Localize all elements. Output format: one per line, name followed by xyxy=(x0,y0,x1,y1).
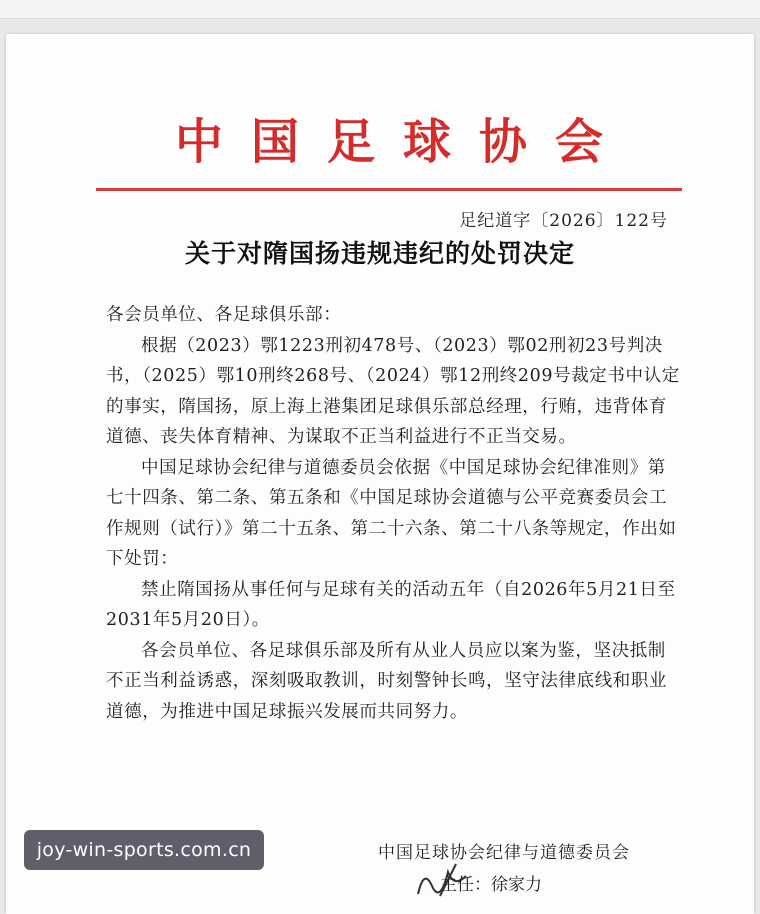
signing-committee: 中国足球协会纪律与道德委员会 xyxy=(378,843,630,863)
browser-top-bar xyxy=(0,0,760,19)
red-divider-line xyxy=(96,188,682,191)
org-name-header: 中国足球协会 xyxy=(174,114,631,170)
paragraph-warning: 各会员单位、各足球俱乐部及所有从业人员应以案为鉴，坚决抵制不正当利益诱惑，深刻吸取教训，时刻警钟长鸣，坚守法律底线和职业道德，为推进中国足球振兴发展而共同努力。 xyxy=(106,640,668,722)
committee-chair: 主任：徐家力 xyxy=(440,875,542,895)
site-watermark: joy-win-sports.com.cn xyxy=(24,830,264,870)
salutation: 各会员单位、各足球俱乐部： xyxy=(106,305,342,325)
paragraph-penalty: 禁止隋国扬从事任何与足球有关的活动五年（自2026年5月21日至2031年5月20日）。 xyxy=(106,579,676,630)
document-title: 关于对隋国扬违规违纪的处罚决定 xyxy=(184,239,575,268)
document-number: 足纪道字〔2026〕122号 xyxy=(459,211,668,231)
document-body xyxy=(106,300,680,727)
paragraph-basis: 中国足球协会纪律与道德委员会依据《中国足球协会纪律准则》第七十四条、第二条、第五条和《中国足球协会道德与公平竞赛委员会工作规则（试行）》第二十五条、第二十六条、第二十八条等规定，作出如下处罚： xyxy=(106,457,677,569)
paragraph-facts: 根据（2023）鄂1223刑初478号、（2023）鄂02刑初23号判决书，（2025）鄂10刑终268号、（2024）鄂12刑终209号裁定书中认定的事实，隋国扬，原上海上港集团足球俱乐部总经理，行贿，违背体育道德、丧失体育精神、为谋取不正当利益进行不正当交易。 xyxy=(106,335,680,447)
